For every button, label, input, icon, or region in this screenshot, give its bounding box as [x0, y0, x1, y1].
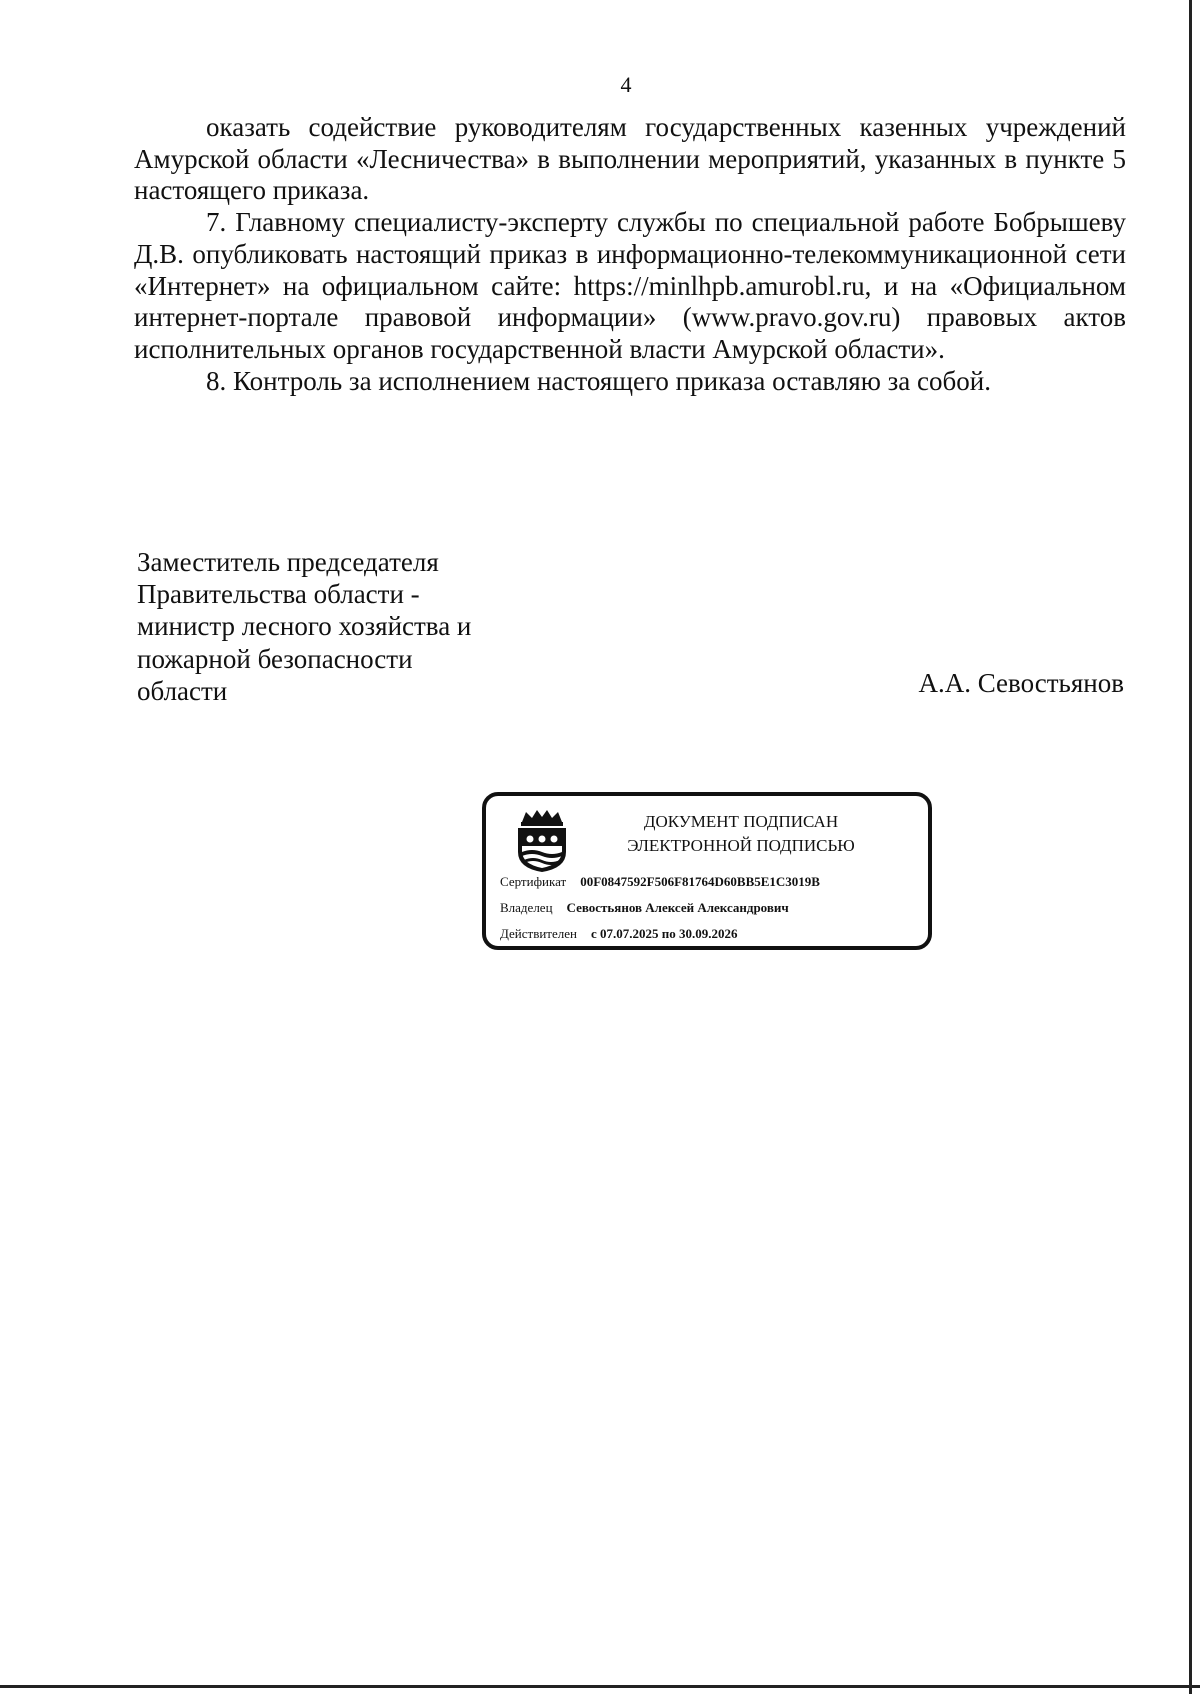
stamp-title-line: ДОКУМЕНТ ПОДПИСАН [643, 812, 839, 831]
certificate-value: 00F0847592F506F81764D60BB5E1C3019B [580, 874, 820, 889]
paragraph-assist-forestries: оказать содействие руководителям государственных казенных учреждений Амурской области «Лесничества» в выполнении мероприятий, указанных в пункте 5 настоящего приказа. [134, 112, 1126, 206]
paragraph-8-control: 8. Контроль за исполнением настоящего приказа оставляю за собой. [206, 365, 991, 396]
stamp-title-line: ЭЛЕКТРОННОЙ ПОДПИСЬЮ [627, 836, 855, 855]
signatory-name: А.А. Севостьянов [918, 668, 1124, 698]
certificate-label: Сертификат [500, 874, 567, 889]
position-line: области [137, 675, 228, 706]
owner-value: Севостьянов Алексей Александрович [566, 900, 789, 915]
position-line: министр лесного хозяйства и [137, 611, 472, 642]
stamp-owner-row [500, 900, 789, 916]
validity-value: с 07.07.2025 по 30.09.2026 [590, 926, 738, 941]
paragraph-7-publication: 7. Главному специалисту-эксперту службы по специальной работе Бобрышеву Д.В. опубликовать настоящий приказ в информационно-телекоммуникационной сети «Интернет» на официальном сайте: https://minlhpb.amurobl.ru, и на «Официальном интернет-портале правовой информации» (www.pravo.gov.ru) правовых актов исполнительных органов государственной власти Амурской области». [134, 207, 1126, 364]
scan-edge-right [1189, 0, 1192, 1694]
order-body-text [134, 112, 1126, 397]
position-line: Заместитель председателя [137, 547, 439, 577]
owner-label: Владелец [500, 900, 553, 915]
stamp-validity-row [500, 926, 737, 942]
scan-edge-bottom [0, 1685, 1200, 1688]
page-number: 4 [620, 72, 632, 97]
position-line: пожарной безопасности [137, 643, 413, 674]
validity-label: Действителен [500, 926, 577, 941]
signatory-position [137, 546, 471, 707]
position-line: Правительства области - [137, 579, 420, 610]
coat-of-arms-icon [512, 808, 572, 874]
stamp-certificate-row [500, 874, 820, 890]
electronic-signature-stamp [482, 792, 932, 950]
stamp-title [596, 810, 886, 858]
